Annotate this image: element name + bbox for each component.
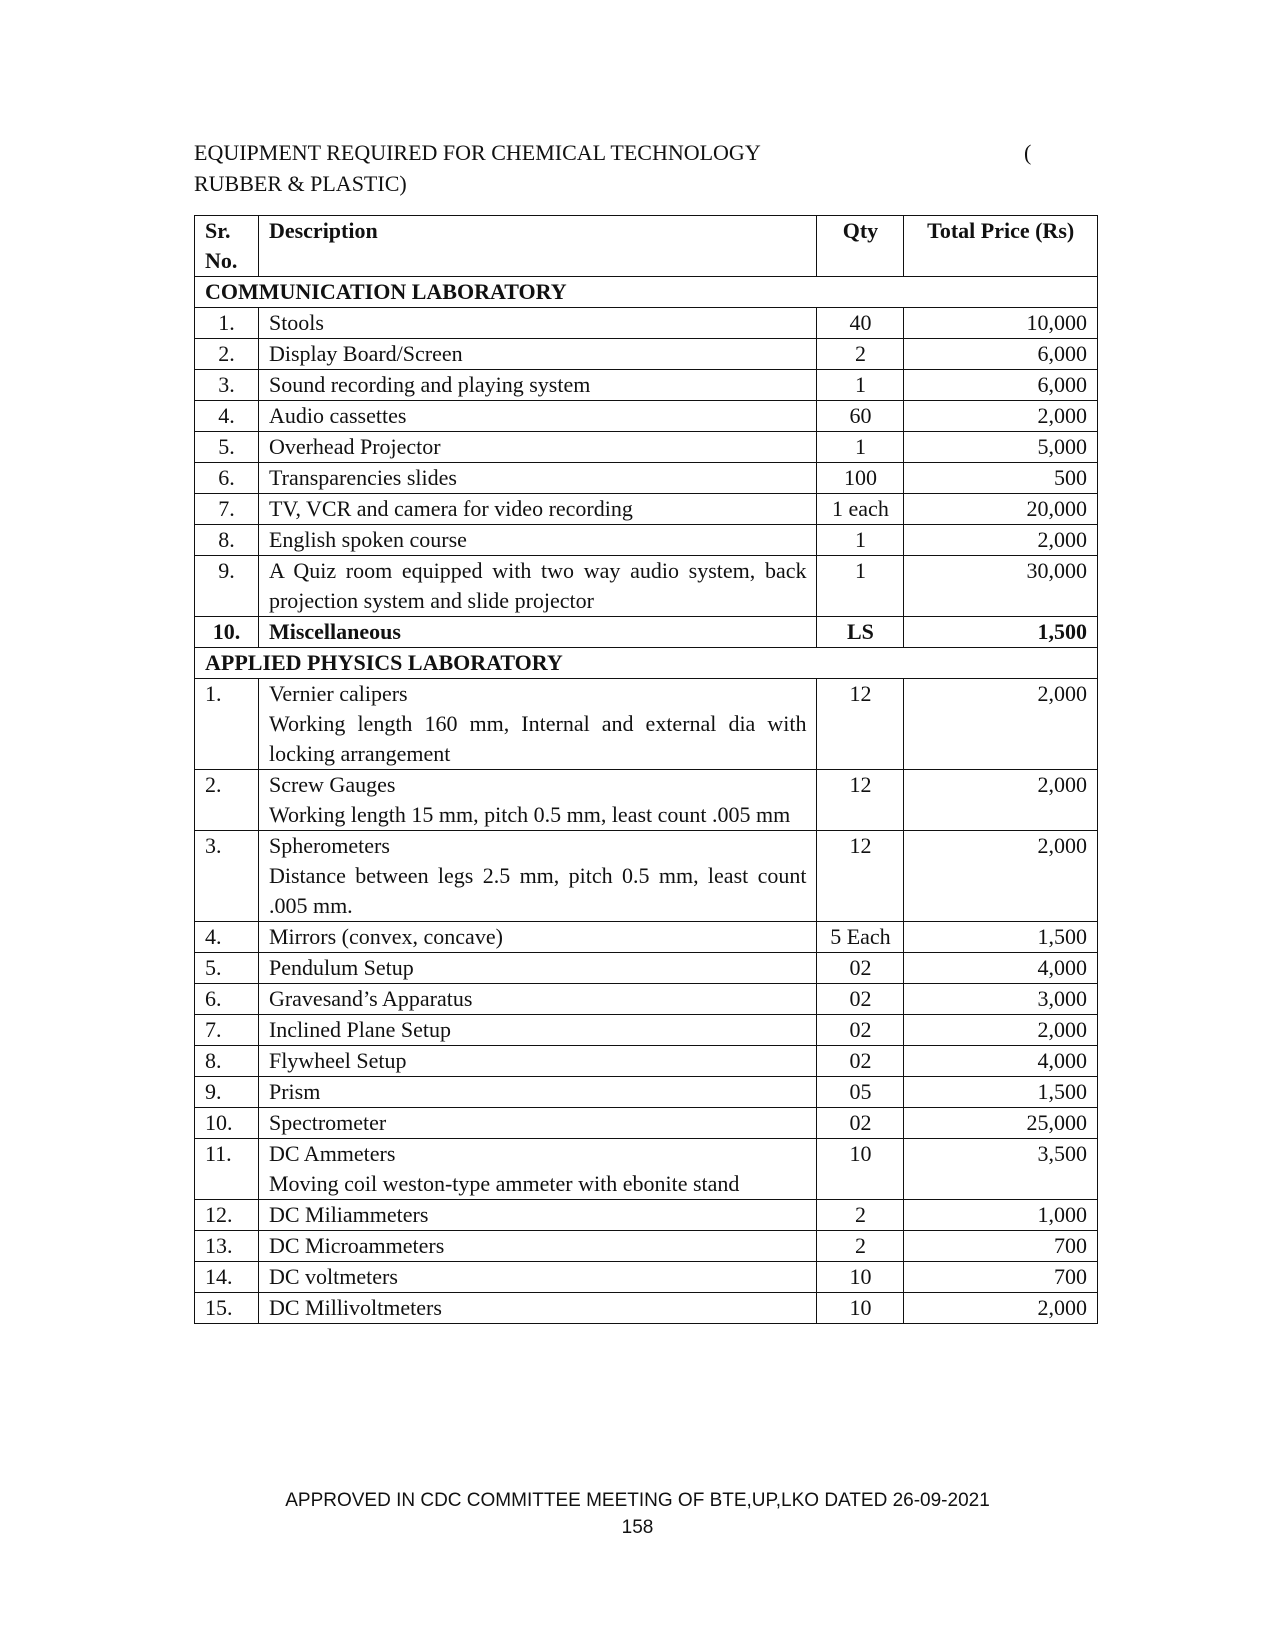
approval-note: APPROVED IN CDC COMMITTEE MEETING OF BTE,UP,LKO DATED 26-09-2021 bbox=[285, 1490, 990, 1511]
cell-sr-no: 1. bbox=[195, 308, 259, 339]
cell-total-price: 1,500 bbox=[904, 1077, 1098, 1108]
cell-qty: 12 bbox=[817, 770, 904, 831]
cell-qty: 40 bbox=[817, 308, 904, 339]
item-name: English spoken course bbox=[268, 527, 467, 552]
table-row bbox=[195, 617, 1098, 648]
cell-description bbox=[258, 1139, 817, 1200]
cell-description bbox=[258, 617, 817, 648]
cell-total-price: 1,000 bbox=[904, 1200, 1098, 1231]
item-specification: Moving coil weston-type ammeter with ebonite stand bbox=[268, 1171, 740, 1196]
item-name: Flywheel Setup bbox=[268, 1048, 407, 1073]
item-name: Sound recording and playing system bbox=[268, 372, 591, 397]
cell-description bbox=[258, 525, 817, 556]
table-row bbox=[195, 953, 1098, 984]
cell-total-price: 1,500 bbox=[904, 617, 1098, 648]
cell-sr-no: 10. bbox=[195, 1108, 259, 1139]
item-name: Vernier calipers bbox=[268, 681, 408, 706]
cell-qty: 12 bbox=[817, 679, 904, 770]
table-row bbox=[195, 556, 1098, 617]
cell-sr-no: 1. bbox=[195, 679, 259, 770]
cell-total-price: 500 bbox=[904, 463, 1098, 494]
cell-sr-no: 2. bbox=[195, 339, 259, 370]
item-name: Spectrometer bbox=[268, 1110, 387, 1135]
cell-description bbox=[258, 770, 817, 831]
item-name: Prism bbox=[268, 1079, 321, 1104]
cell-total-price: 2,000 bbox=[904, 1015, 1098, 1046]
cell-total-price: 700 bbox=[904, 1262, 1098, 1293]
item-specification: Working length 15 mm, pitch 0.5 mm, least count .005 mm bbox=[268, 802, 791, 827]
cell-sr-no: 6. bbox=[195, 463, 259, 494]
cell-sr-no: 5. bbox=[195, 953, 259, 984]
cell-description bbox=[258, 339, 817, 370]
cell-total-price: 1,500 bbox=[904, 922, 1098, 953]
item-name: TV, VCR and camera for video recording bbox=[268, 496, 633, 521]
item-name: Audio cassettes bbox=[268, 403, 407, 428]
table-row bbox=[195, 432, 1098, 463]
section-header-row bbox=[195, 648, 1098, 679]
cell-qty: 1 bbox=[817, 556, 904, 617]
item-name: DC voltmeters bbox=[268, 1264, 398, 1289]
cell-qty: 02 bbox=[817, 1015, 904, 1046]
cell-description bbox=[258, 432, 817, 463]
cell-qty: LS bbox=[817, 617, 904, 648]
table-row bbox=[195, 922, 1098, 953]
cell-sr-no: 4. bbox=[195, 922, 259, 953]
header-qty: Qty bbox=[817, 216, 904, 277]
item-specification: Working length 160 mm, Internal and external dia with locking arrangement bbox=[268, 711, 807, 766]
item-name: Mirrors (convex, concave) bbox=[268, 924, 503, 949]
table-row bbox=[195, 679, 1098, 770]
cell-sr-no: 8. bbox=[195, 525, 259, 556]
cell-sr-no: 7. bbox=[195, 494, 259, 525]
cell-total-price: 2,000 bbox=[904, 1293, 1098, 1324]
item-name: Spherometers bbox=[268, 833, 390, 858]
cell-description bbox=[258, 831, 817, 922]
cell-total-price: 6,000 bbox=[904, 339, 1098, 370]
cell-sr-no: 11. bbox=[195, 1139, 259, 1200]
cell-total-price: 4,000 bbox=[904, 1046, 1098, 1077]
cell-total-price: 2,000 bbox=[904, 831, 1098, 922]
cell-qty: 100 bbox=[817, 463, 904, 494]
item-name: Miscellaneous bbox=[268, 619, 401, 644]
cell-total-price: 30,000 bbox=[904, 556, 1098, 617]
item-name: A Quiz room equipped with two way audio system, back projection system and slide projector bbox=[268, 558, 807, 613]
table-row bbox=[195, 1262, 1098, 1293]
cell-sr-no: 12. bbox=[195, 1200, 259, 1231]
cell-total-price: 25,000 bbox=[904, 1108, 1098, 1139]
section-title: APPLIED PHYSICS LABORATORY bbox=[195, 648, 1098, 679]
cell-sr-no: 6. bbox=[195, 984, 259, 1015]
cell-sr-no: 2. bbox=[195, 770, 259, 831]
cell-total-price: 3,500 bbox=[904, 1139, 1098, 1200]
cell-total-price: 2,000 bbox=[904, 525, 1098, 556]
cell-description bbox=[258, 1293, 817, 1324]
cell-sr-no: 9. bbox=[195, 1077, 259, 1108]
cell-description bbox=[258, 1231, 817, 1262]
cell-description bbox=[258, 308, 817, 339]
table-row bbox=[195, 463, 1098, 494]
table-row bbox=[195, 1015, 1098, 1046]
cell-qty: 1 bbox=[817, 370, 904, 401]
cell-total-price: 4,000 bbox=[904, 953, 1098, 984]
cell-qty: 60 bbox=[817, 401, 904, 432]
cell-qty: 12 bbox=[817, 831, 904, 922]
cell-qty: 1 bbox=[817, 525, 904, 556]
item-name: Pendulum Setup bbox=[268, 955, 414, 980]
cell-qty: 02 bbox=[817, 984, 904, 1015]
cell-sr-no: 14. bbox=[195, 1262, 259, 1293]
cell-sr-no: 5. bbox=[195, 432, 259, 463]
item-name: Display Board/Screen bbox=[268, 341, 463, 366]
heading-line-2: RUBBER & PLASTIC) bbox=[194, 171, 407, 196]
cell-qty: 05 bbox=[817, 1077, 904, 1108]
cell-description bbox=[258, 1200, 817, 1231]
cell-total-price: 5,000 bbox=[904, 432, 1098, 463]
section-header-row bbox=[195, 277, 1098, 308]
item-name: Overhead Projector bbox=[268, 434, 441, 459]
item-name: DC Ammeters bbox=[268, 1141, 396, 1166]
header-sr-no: Sr. No. bbox=[195, 216, 259, 277]
cell-qty: 10 bbox=[817, 1139, 904, 1200]
item-specification: Distance between legs 2.5 mm, pitch 0.5 mm, least count .005 mm. bbox=[268, 863, 807, 918]
cell-sr-no: 4. bbox=[195, 401, 259, 432]
table-body bbox=[195, 277, 1098, 1324]
cell-total-price: 2,000 bbox=[904, 770, 1098, 831]
cell-description bbox=[258, 1108, 817, 1139]
item-name: Screw Gauges bbox=[268, 772, 396, 797]
table-row bbox=[195, 401, 1098, 432]
table-row bbox=[195, 1231, 1098, 1262]
table-row bbox=[195, 1046, 1098, 1077]
table-row bbox=[195, 1293, 1098, 1324]
heading-paren: ( bbox=[1024, 140, 1032, 165]
table-row bbox=[195, 494, 1098, 525]
table-row bbox=[195, 984, 1098, 1015]
table-row bbox=[195, 339, 1098, 370]
item-name: DC Miliammeters bbox=[268, 1202, 429, 1227]
item-name: Gravesand’s Apparatus bbox=[268, 986, 473, 1011]
item-name: Inclined Plane Setup bbox=[268, 1017, 452, 1042]
cell-description bbox=[258, 953, 817, 984]
heading-line-1: EQUIPMENT REQUIRED FOR CHEMICAL TECHNOLOGY bbox=[194, 140, 761, 165]
cell-qty: 2 bbox=[817, 339, 904, 370]
item-name: DC Microammeters bbox=[268, 1233, 445, 1258]
table-header-row bbox=[195, 216, 1098, 277]
table-row bbox=[195, 1139, 1098, 1200]
cell-qty: 1 bbox=[817, 432, 904, 463]
cell-total-price: 10,000 bbox=[904, 308, 1098, 339]
cell-sr-no: 3. bbox=[195, 831, 259, 922]
cell-total-price: 20,000 bbox=[904, 494, 1098, 525]
cell-sr-no: 9. bbox=[195, 556, 259, 617]
equipment-table bbox=[194, 215, 1098, 1324]
cell-description bbox=[258, 556, 817, 617]
cell-qty: 2 bbox=[817, 1231, 904, 1262]
cell-sr-no: 7. bbox=[195, 1015, 259, 1046]
cell-sr-no: 10. bbox=[195, 617, 259, 648]
cell-qty: 5 Each bbox=[817, 922, 904, 953]
cell-qty: 02 bbox=[817, 953, 904, 984]
cell-sr-no: 3. bbox=[195, 370, 259, 401]
cell-qty: 02 bbox=[817, 1046, 904, 1077]
cell-qty: 02 bbox=[817, 1108, 904, 1139]
cell-description bbox=[258, 1262, 817, 1293]
cell-description bbox=[258, 922, 817, 953]
cell-qty: 10 bbox=[817, 1262, 904, 1293]
document-heading bbox=[194, 137, 1044, 199]
cell-sr-no: 13. bbox=[195, 1231, 259, 1262]
table-row bbox=[195, 831, 1098, 922]
cell-qty: 2 bbox=[817, 1200, 904, 1231]
table-row bbox=[195, 308, 1098, 339]
table-row bbox=[195, 1077, 1098, 1108]
cell-qty: 10 bbox=[817, 1293, 904, 1324]
table-row bbox=[195, 370, 1098, 401]
cell-total-price: 2,000 bbox=[904, 401, 1098, 432]
cell-description bbox=[258, 1077, 817, 1108]
cell-description bbox=[258, 401, 817, 432]
page-number: 158 bbox=[621, 1517, 654, 1538]
table-row bbox=[195, 1108, 1098, 1139]
section-title: COMMUNICATION LABORATORY bbox=[195, 277, 1098, 308]
table-row bbox=[195, 770, 1098, 831]
item-name: Stools bbox=[268, 310, 324, 335]
cell-description bbox=[258, 463, 817, 494]
cell-description bbox=[258, 494, 817, 525]
cell-sr-no: 15. bbox=[195, 1293, 259, 1324]
table-row bbox=[195, 1200, 1098, 1231]
cell-description bbox=[258, 370, 817, 401]
cell-qty: 1 each bbox=[817, 494, 904, 525]
cell-description bbox=[258, 1046, 817, 1077]
cell-total-price: 6,000 bbox=[904, 370, 1098, 401]
table-row bbox=[195, 525, 1098, 556]
header-total-price: Total Price (Rs) bbox=[904, 216, 1098, 277]
item-name: Transparencies slides bbox=[268, 465, 457, 490]
item-name: DC Millivoltmeters bbox=[268, 1295, 442, 1320]
cell-sr-no: 8. bbox=[195, 1046, 259, 1077]
cell-total-price: 2,000 bbox=[904, 679, 1098, 770]
cell-total-price: 3,000 bbox=[904, 984, 1098, 1015]
cell-description bbox=[258, 1015, 817, 1046]
header-description: Description bbox=[258, 216, 817, 277]
cell-description bbox=[258, 984, 817, 1015]
cell-total-price: 700 bbox=[904, 1231, 1098, 1262]
cell-description bbox=[258, 679, 817, 770]
